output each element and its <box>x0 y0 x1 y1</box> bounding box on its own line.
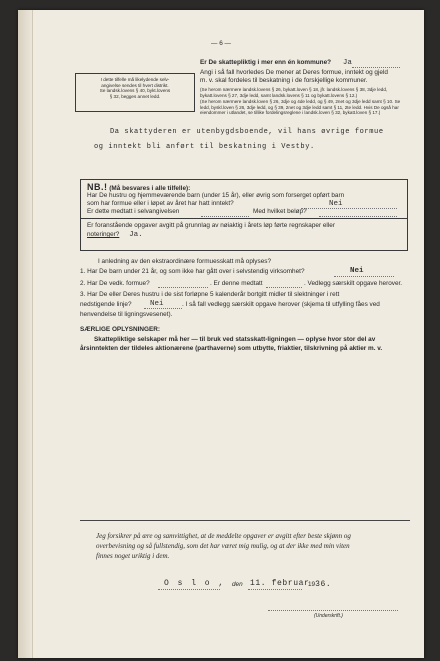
extra-q3-d: henvendelse til ligningsvesenet). <box>80 311 173 318</box>
signature-year: 1936. <box>308 580 332 589</box>
nb-line-2: som har formue eller i løpet av året har hatt inntekt? <box>87 200 234 207</box>
nb-answer: Nei <box>329 200 343 208</box>
binding-strip <box>18 10 33 658</box>
extra-q1: 1. Har De barn under 21 år, og som ikke har gått over i selvstendig virksomhet? <box>80 268 305 275</box>
nb-line-3a: Er dette medtatt i selvangivelsen <box>87 208 180 215</box>
side-box-line-1: I dette tilfelle må likelydende selv- <box>100 77 170 82</box>
form-page <box>18 10 424 658</box>
side-box-line-3: Se landsk.lovens § 40, bykt.lovens <box>99 88 171 94</box>
nb-line-3b: Med hvilket beløp? <box>253 208 307 215</box>
residence-answer-line <box>352 67 400 68</box>
declaration-line-1: Jeg forsikrer på ære og samvittighet, at de meddelte opgaver er avgitt efter beste skjønn og <box>96 532 351 540</box>
extra-q2-a: 2. Har De vedk. formue? <box>80 280 150 287</box>
accounts-line-2: noteringer? <box>87 231 120 238</box>
residence-question: Er De skattepliktig i mer enn én kommune? Ja <box>200 59 352 67</box>
typed-line-1: Da skattyderen er utenbygdsboende, vil hans øvrige formue <box>110 128 384 136</box>
nb-box <box>80 179 408 251</box>
nb-sub: (Må besvares i alle tilfelle): <box>109 185 191 192</box>
extra-q2-c: . Vedlegg særskilt opgave herover. <box>304 280 403 287</box>
extra-q3-a: 3. Har De eller Deres hustru i de sist forløpne 5 kalenderår bortgitt midler til slektninger i rett <box>80 291 340 298</box>
extra-q3-b: nedstigende linje? <box>80 301 132 308</box>
typed-line-2: og inntekt bli anført til beskatning i Vestby. <box>94 143 315 151</box>
signature-label: (Underskrift.) <box>314 613 343 619</box>
extra-q2-b: . Er denne medtatt <box>210 280 263 287</box>
special-title: SÆRLIGE OPLYSNINGER: <box>80 326 161 333</box>
residence-answer: Ja <box>342 59 352 67</box>
side-box-line-4: § 32, begges annet ledd. <box>109 93 161 99</box>
residence-line3: m. v. skal fordeles til beskatning i de forskjellige kommuner. <box>200 77 368 84</box>
declaration-top-rule <box>80 520 410 521</box>
extra-intro: I anledning av den ekstraordinære formuesskatt må oplyses? <box>98 258 271 265</box>
signature-date: 11. februar <box>250 579 310 588</box>
residence-side-box <box>75 73 195 112</box>
residence-line2: Angi i så fall hvorledes De mener at Deres formue, inntekt og gjeld <box>200 69 388 76</box>
extra-q3-answer: Nei <box>150 300 164 308</box>
side-box-line-2: angivelse sendes til hvert distrikt. <box>101 82 169 88</box>
signature-place: O s l o , <box>164 579 226 588</box>
nb-label: NB.! <box>87 182 108 192</box>
nb-line-1: Har De hustru og hjemmeværende barn (under 15 år), eller øvrig som forserget opført barn <box>87 192 345 199</box>
special-line-2: årsinntekten der tildeles aktionærene (parthaverne) som utbytte, friaktier, tilskrivning på aktier m. v. <box>80 345 383 352</box>
extra-q1-answer: Nei <box>350 267 364 275</box>
declaration-line-3: finnes noget uriktig i dem. <box>96 552 170 560</box>
page-number: — 6 — <box>211 40 231 47</box>
residence-note-2: (Se herom nærmere landsk.loven § 26, 3dje og 4de ledd, og § 49, 2net og 3dje ledd samt § 10. Se ledd, byskl.loven § 26, 3dje ledd, og § 39, 2net og 3dje ledd samt § 11, 2te ledd. Hvis De også har eiendommer i utlandet, se tillike fordelingsreglene i landsk.loven § 32, bykatt.loven § 17.) <box>200 99 401 116</box>
residence-note-1: (Se herom nærmere landsk.lovens § 26, bykatt.loven § 18, jfr. landsk.lovens § 38, 3dje ledd, bykatt.lovens § 27, 3dje ledd, samt landsk.lovens § 11 og bykatt.lovens § 12.) <box>200 87 388 98</box>
accounts-line-1: Er foranstående opgaver avgitt på grunnlag av nøiaktig i årets løp førte regnskaper eller <box>87 222 335 229</box>
extra-q3-c: . I så fall vedlegg særskilt opgave herover (skjema til utfylling fåes ved <box>182 301 380 308</box>
signature-den: den <box>232 581 243 588</box>
special-line-1: Skattepliktige selskaper må her — til bruk ved statsskatt-ligningen — oplyse hvor stor del av <box>94 336 376 343</box>
accounts-answer: Ja. <box>129 231 143 239</box>
declaration-line-2: overbevisning og så fullstendig, som det har været mig mulig, og at der ikke med min viten <box>96 542 350 550</box>
